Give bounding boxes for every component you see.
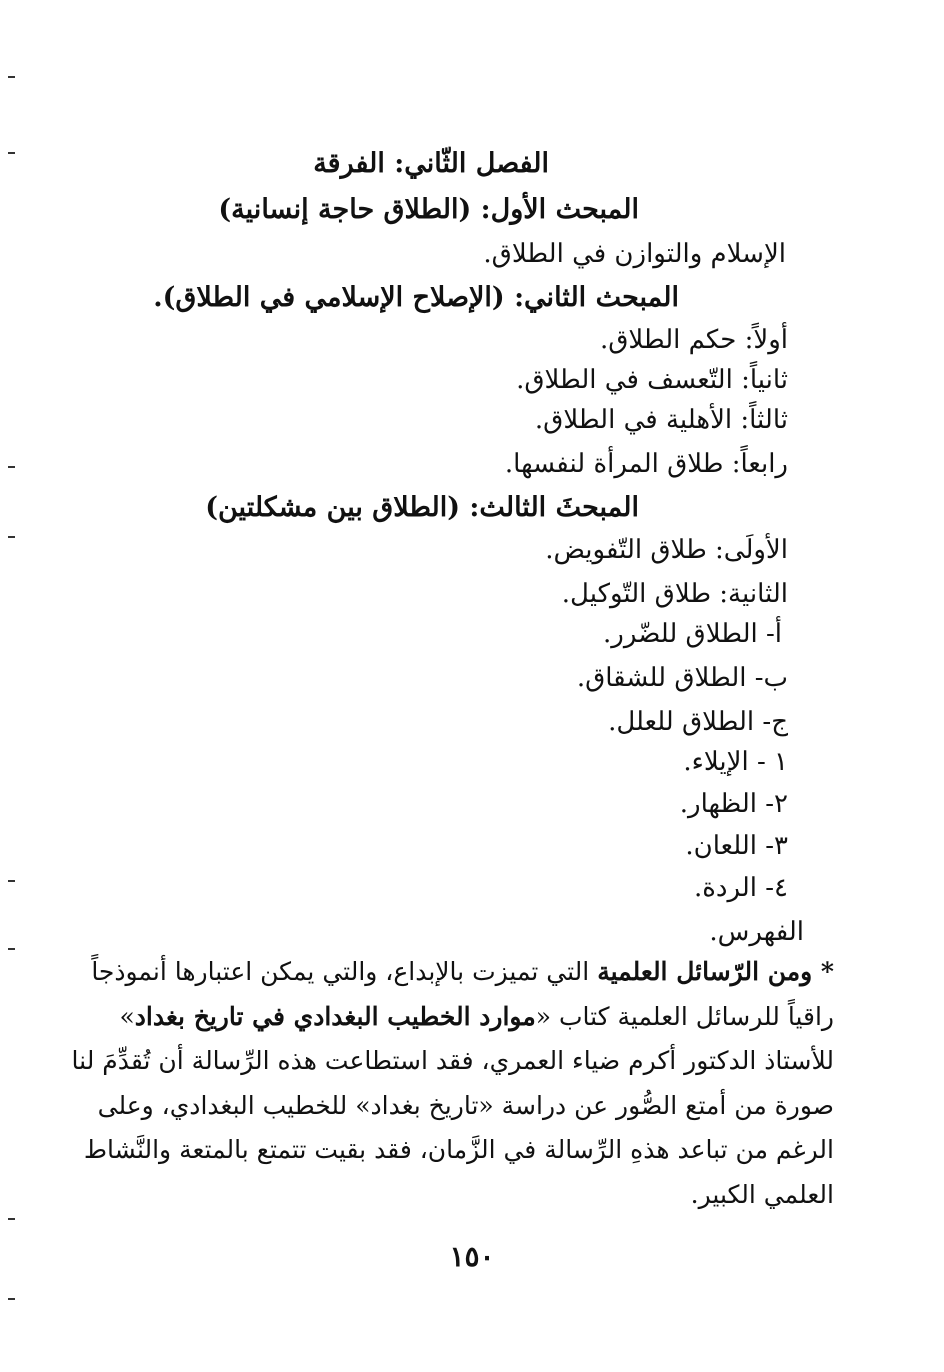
paragraph-line-3: للأستاذ الدكتور أكرم ضياء العمري، فقد استطاعت هذه الرِّسالة أن تُقدِّمَ لنا bbox=[71, 1046, 834, 1076]
margin-mark bbox=[8, 536, 15, 538]
section3-second: الثانية: طلاق التّوكيل. bbox=[561, 579, 788, 609]
section-heading-1: المبحث الأول: (الطلاق حاجة إنسانية) bbox=[218, 194, 639, 225]
numbered-item-3: ٣- اللعان. bbox=[685, 831, 788, 861]
section2-item-4: رابعاً: طلاق المرأة لنفسها. bbox=[504, 449, 788, 479]
paragraph-text: » bbox=[119, 1001, 135, 1031]
margin-mark bbox=[8, 1298, 15, 1300]
paragraph-line-6: العلمي الكبير. bbox=[690, 1179, 834, 1209]
body-paragraph bbox=[71, 950, 834, 1218]
margin-mark bbox=[8, 466, 15, 468]
numbered-item-4: ٤- الردة. bbox=[694, 873, 788, 903]
margin-mark bbox=[8, 152, 15, 154]
paragraph-text: راقياً للرسائل العلمية كتاب « bbox=[535, 1001, 834, 1031]
margin-mark bbox=[8, 1218, 15, 1220]
paragraph-line-5: الرغم من تباعد هذهِ الرِّسالة في الزَّمان، فقد بقيت تتمتع بالمتعة والنَّشاط bbox=[83, 1135, 834, 1165]
section2-item-3: ثالثاً: الأهلية في الطلاق. bbox=[534, 405, 788, 435]
page-number: ١٥٠ bbox=[449, 1240, 495, 1273]
book-title: موارد الخطيب البغدادي في تاريخ بغداد bbox=[134, 1001, 536, 1031]
margin-mark bbox=[8, 880, 15, 882]
section1-item: الإسلام والتوازن في الطلاق. bbox=[483, 239, 786, 269]
margin-mark bbox=[8, 76, 15, 78]
section2-item-1: أولاً: حكم الطلاق. bbox=[599, 325, 788, 355]
paragraph-text: التي تميزت بالإبداع، والتي يمكن اعتبارها أنموذجاً bbox=[91, 957, 598, 986]
sub-item-c: ج- الطلاق للعلل. bbox=[608, 707, 788, 737]
sub-item-a: أ- الطلاق للضّرر. bbox=[603, 619, 782, 649]
highlight-text: * ومن الرّسائل العلمية bbox=[597, 957, 834, 986]
index-line: الفهرس. bbox=[709, 917, 804, 947]
chapter-heading: الفصل الثّاني: الفرقة bbox=[313, 148, 549, 179]
paragraph-line-4: صورة من أمتع الصُّور عن دراسة «تاريخ بغداد» للخطيب البغدادي، وعلى bbox=[97, 1090, 834, 1120]
section2-item-2: ثانياً: التّعسف في الطلاق. bbox=[516, 365, 788, 395]
sub-item-b: ب- الطلاق للشقاق. bbox=[576, 663, 788, 693]
section-heading-2: المبحث الثاني: (الإصلاح الإسلامي في الطلاق). bbox=[153, 282, 679, 313]
numbered-item-1: ١ - الإيلاء. bbox=[683, 747, 788, 777]
numbered-item-2: ٢- الظهار. bbox=[679, 789, 788, 819]
margin-mark bbox=[8, 948, 15, 950]
section-heading-3: المبحثَ الثالث: (الطلاق بين مشكلتين) bbox=[205, 492, 639, 523]
paragraph-line-2 bbox=[119, 995, 834, 1040]
paragraph-line-1 bbox=[91, 950, 834, 995]
section3-first: الأولَى: طلاق التّفويض. bbox=[545, 535, 788, 565]
